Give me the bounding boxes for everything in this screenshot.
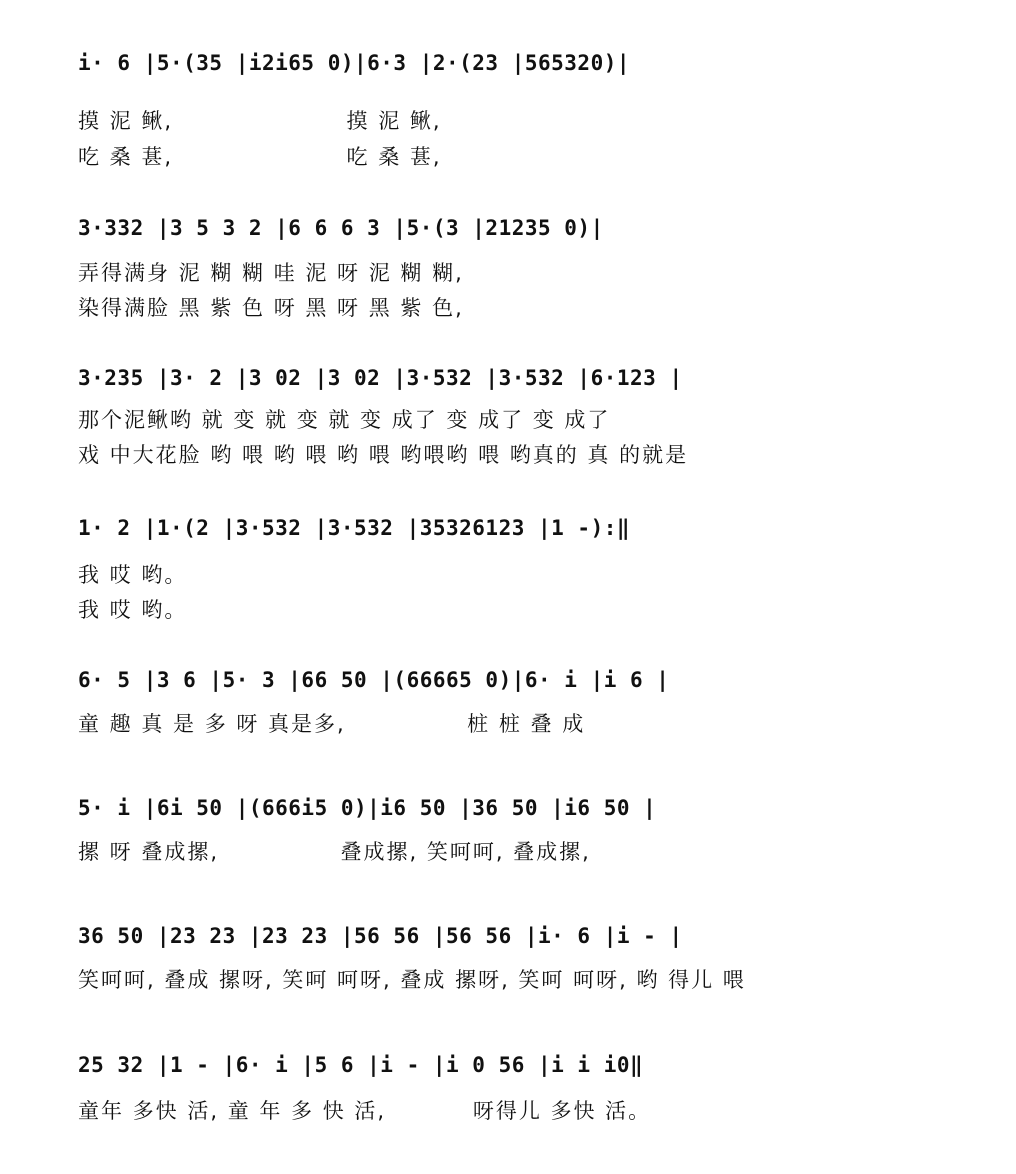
notation-line: 3·332 |3 5 3 2 |6 6 6 3 |5·(3 |21235 0)| xyxy=(78,216,604,240)
notation-line: 6· 5 |3 6 |5· 3 |66 50 |(66665 0)|6· i |i 6 | xyxy=(78,668,670,692)
notation-line: 36 50 |23 23 |23 23 |56 56 |56 56 |i· 6 |i - | xyxy=(78,924,683,948)
lyric-line-verse-2: 染得满脸 黑 紫 色 呀 黑 呀 黑 紫 色, xyxy=(78,296,464,320)
lyric-line-verse-1: 我 哎 哟。 xyxy=(78,563,188,587)
lyric-line: 童 趣 真 是 多 呀 真是多, 桩 桩 叠 成 xyxy=(78,712,586,736)
lyric-line: 摞 呀 叠成摞, 叠成摞, 笑呵呵, 叠成摞, xyxy=(78,840,591,864)
lyric-line-verse-2: 戏 中大花脸 哟 喂 哟 喂 哟 喂 哟喂哟 喂 哟真的 真 的就是 xyxy=(78,443,689,467)
notation-line: i· 6 |5·(35 |i2i65 0)|6·3 |2·(23 |565320)| xyxy=(78,51,631,75)
lyric-line: 童年 多快 活, 童 年 多 快 活, 呀得儿 多快 活。 xyxy=(78,1099,652,1123)
notation-line: 3·235 |3· 2 |3 02 |3 02 |3·532 |3·532 |6·123 | xyxy=(78,366,683,390)
lyric-line-verse-1: 摸 泥 鳅, 摸 泥 鳅, xyxy=(78,109,442,133)
notation-line: 25 32 |1 - |6· i |5 6 |i - |i 0 56 |i i i0‖ xyxy=(78,1053,644,1077)
lyric-line-verse-2: 吃 桑 葚, 吃 桑 葚, xyxy=(78,145,442,169)
lyric-line-verse-1: 那个泥鳅哟 就 变 就 变 就 变 成了 变 成了 变 成了 xyxy=(78,408,611,432)
lyric-line: 笑呵呵, 叠成 摞呀, 笑呵 呵呀, 叠成 摞呀, 笑呵 呵呀, 哟 得儿 喂 xyxy=(78,968,746,992)
notation-line: 1· 2 |1·(2 |3·532 |3·532 |35326123 |1 -):‖ xyxy=(78,516,631,540)
lyric-line-verse-1: 弄得满身 泥 糊 糊 哇 泥 呀 泥 糊 糊, xyxy=(78,261,464,285)
notation-line: 5· i |6i 50 |(666i5 0)|i6 50 |36 50 |i6 50 | xyxy=(78,796,657,820)
lyric-line-verse-2: 我 哎 哟。 xyxy=(78,598,188,622)
